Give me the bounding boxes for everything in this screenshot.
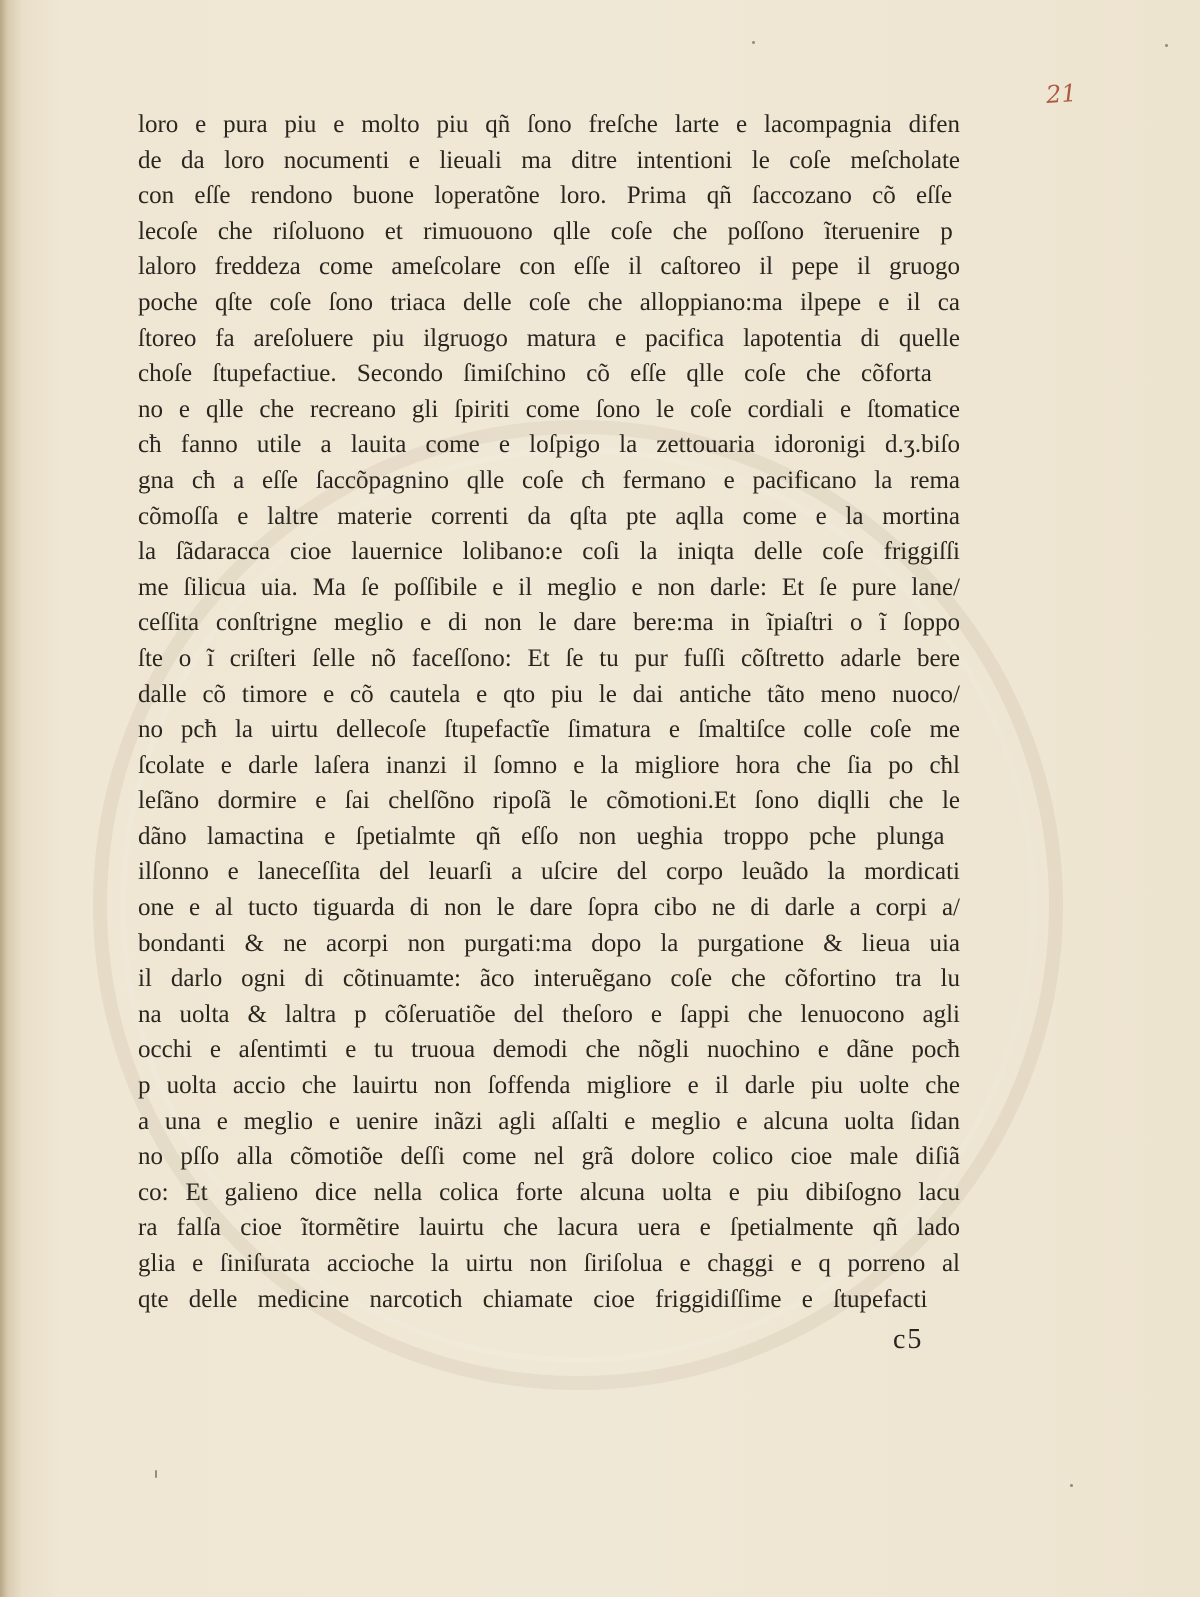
paper-speck xyxy=(1070,1484,1073,1487)
text-line: gna cħ a eſſe ſaccõpagnino qlle coſe cħ fermano e pacificano la rema xyxy=(138,466,960,494)
text-line: il darlo ogni di cõtinuamte: ãco interuẽgano coſe che cõfortino tra lu xyxy=(138,965,960,993)
text-line: de da loro nocumenti e lieuali ma ditre intentioni le coſe meſcholate xyxy=(138,146,960,174)
text-line: ſte o ĩ criſteri ſelle nõ faceſſono: Et ſe tu pur fuſſi cõſtretto adarle bere xyxy=(138,644,960,672)
text-line: ilſonno e laneceſſita del leuarſi a uſcire del corpo leuãdo la mordicati xyxy=(138,858,960,886)
text-line: lecoſe che riſoluono et rimuouono qlle coſe che poſſono ĩteruenire p xyxy=(138,217,953,245)
text-line: choſe ſtupefactiue. Secondo ſimiſchino cõ eſſe qlle coſe che cõforta xyxy=(138,360,932,388)
text-line: ra falſa cioe ĩtormẽtire lauirtu che lacura uera e ſpetialmente qñ lado xyxy=(138,1214,960,1242)
text-line: na uolta & laltra p cõſeruatiõe del theſoro e ſappi che lenuocono agli xyxy=(138,1000,960,1028)
text-line: no pcħ la uirtu dellecoſe ſtupefactĩe ſimatura e ſmaltiſce colle coſe me xyxy=(138,716,960,744)
text-line: bondanti & ne acorpi non purgati:ma dopo la purgatione & lieua uia xyxy=(138,929,960,957)
text-line: one e al tucto tiguarda di non le dare ſopra cibo ne di darle a corpi a/ xyxy=(138,894,960,922)
paper-speck xyxy=(1165,44,1168,47)
text-line: dãno lamactina e ſpetialmte qñ eſſo non ueghia troppo pche plunga xyxy=(138,822,945,850)
text-line: laloro freddeza come ameſcolare con eſſe il caſtoreo il pepe il gruogo xyxy=(138,253,960,281)
text-line: dalle cõ timore e cõ cautela e qto piu le dai antiche tãto meno nuoco/ xyxy=(138,680,960,708)
text-line: no e qlle che recreano gli ſpiriti come ſono le coſe cordiali e ſtomatice xyxy=(138,395,960,423)
text-line: qte delle medicine narcotich chiamate cioe friggidiſſime e ſtupefacti xyxy=(138,1285,928,1313)
text-line: glia e ſiniſurata accioche la uirtu non ſiriſolua e chaggi e q porreno al xyxy=(138,1250,960,1277)
signature-mark: c5 xyxy=(893,1324,924,1355)
text-line: p uolta accio che lauirtu non ſoffenda migliore e il darle piu uolte che xyxy=(138,1072,960,1100)
text-line: poche qſte coſe ſono triaca delle coſe che alloppiano:ma ilpepe e il ca xyxy=(138,288,960,316)
text-line: cõmoſſa e laltre materie correnti da qſta pte aqlla come e la mortina xyxy=(138,502,960,530)
text-line: ceſſita conſtrigne meglio e di non le dare bere:ma in ĩpiaſtri o ĩ ſoppo xyxy=(138,609,960,637)
text-line: con eſſe rendono buone loperatõne loro. Prima qñ ſaccozano cõ eſſe xyxy=(138,182,953,210)
text-line: cħ fanno utile a lauita come e loſpigo la zettouaria idoronigi d.ʒ.biſo xyxy=(138,431,960,459)
text-line: co: Et galieno dice nella colica forte alcuna uolta e piu dibiſogno lacu xyxy=(138,1178,960,1206)
paper-speck xyxy=(155,1470,157,1478)
paper-speck xyxy=(752,41,755,44)
text-line: occhi e aſentimti e tu truoua demodi che nõgli nuochino e dãne pocħ xyxy=(138,1036,960,1064)
text-line: loro e pura piu e molto piu qñ ſono freſche larte e lacompagnia difen xyxy=(138,111,960,138)
body-text xyxy=(138,107,960,1317)
text-line: no pſſo alla cõmotiõe deſſi come nel grã dolore colico cioe male diſiã xyxy=(138,1143,960,1171)
text-line: ſcolate e darle laſera inanzi il ſomno e la migliore hora che ſia po cħl xyxy=(138,751,960,779)
text-line: a una e meglio e uenire inãzi agli aſſalti e meglio e alcuna uolta ſidan xyxy=(138,1107,960,1135)
text-line: ſtoreo fa areſoluere piu ilgruogo matura e pacifica lapotentia di quelle xyxy=(138,324,960,352)
text-line: leſãno dormire e ſai chelſõno ripoſã le cõmotioni.Et ſono diqlli che le xyxy=(138,787,960,815)
folio-number: 21 xyxy=(1045,78,1078,110)
text-line: me ſilicua uia. Ma ſe poſſibile e il meglio e non darle: Et ſe pure lane/ xyxy=(138,573,960,601)
text-line: la ſãdaracca cioe lauernice lolibano:e coſi la iniqta delle coſe friggiſſi xyxy=(138,538,960,566)
